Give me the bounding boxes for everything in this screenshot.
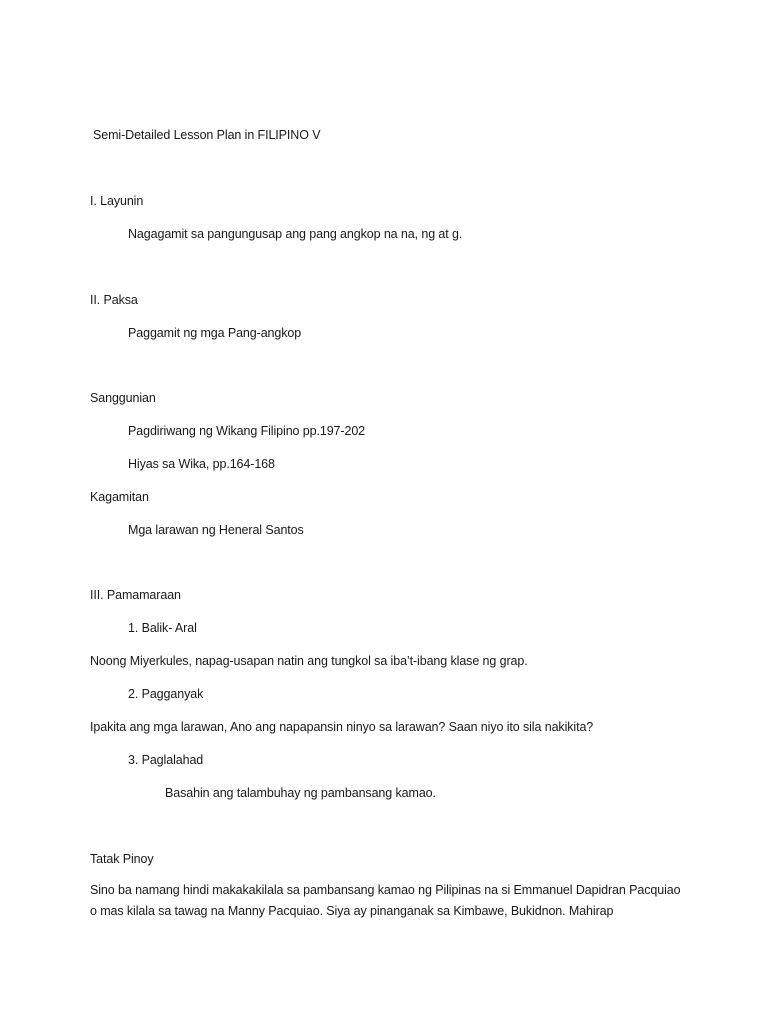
section-heading-sanggunian: Sanggunian <box>90 391 156 405</box>
step-label-pagganyak: 2. Pagganyak <box>128 687 204 701</box>
story-title: Tatak Pinoy <box>90 852 154 866</box>
step-label-paglalahad: 3. Paglalahad <box>128 753 204 767</box>
step-text-balik-aral: Noong Miyerkules, napag-usapan natin ang tungkol sa iba’t-ibang klase ng grap. <box>90 654 528 668</box>
step-label-balik-aral: 1. Balik- Aral <box>128 621 197 635</box>
section-heading-pamamaraan: III. Pamamaraan <box>90 588 181 602</box>
sanggunian-item: Hiyas sa Wika, pp.164-168 <box>128 457 275 471</box>
paksa-text: Paggamit ng mga Pang-angkop <box>128 326 302 340</box>
step-text-paglalahad: Basahin ang talambuhay ng pambansang kamao. <box>165 786 436 800</box>
kagamitan-text: Mga larawan ng Heneral Santos <box>128 523 304 537</box>
story-paragraph: Sino ba namang hindi makakakilala sa pambansang kamao ng Pilipinas na si Emmanuel Dapidran Pacquiao o mas kilala sa tawag na Manny Pacquiao. Siya ay pinanganak sa Kimbawe, Bukidnon. Mahirap <box>90 883 681 918</box>
layunin-text: Nagagamit sa pangungusap ang pang angkop na na, ng at g. <box>128 227 463 241</box>
step-text-pagganyak: Ipakita ang mga larawan, Ano ang napapansin ninyo sa larawan? Saan niyo ito sila nakikita? <box>90 720 594 734</box>
section-heading-layunin: I. Layunin <box>90 194 144 208</box>
section-heading-kagamitan: Kagamitan <box>90 490 149 504</box>
sanggunian-item: Pagdiriwang ng Wikang Filipino pp.197-202 <box>128 424 366 438</box>
document-title: Semi-Detailed Lesson Plan in FILIPINO V <box>93 128 321 142</box>
section-heading-paksa: II. Paksa <box>90 293 138 307</box>
